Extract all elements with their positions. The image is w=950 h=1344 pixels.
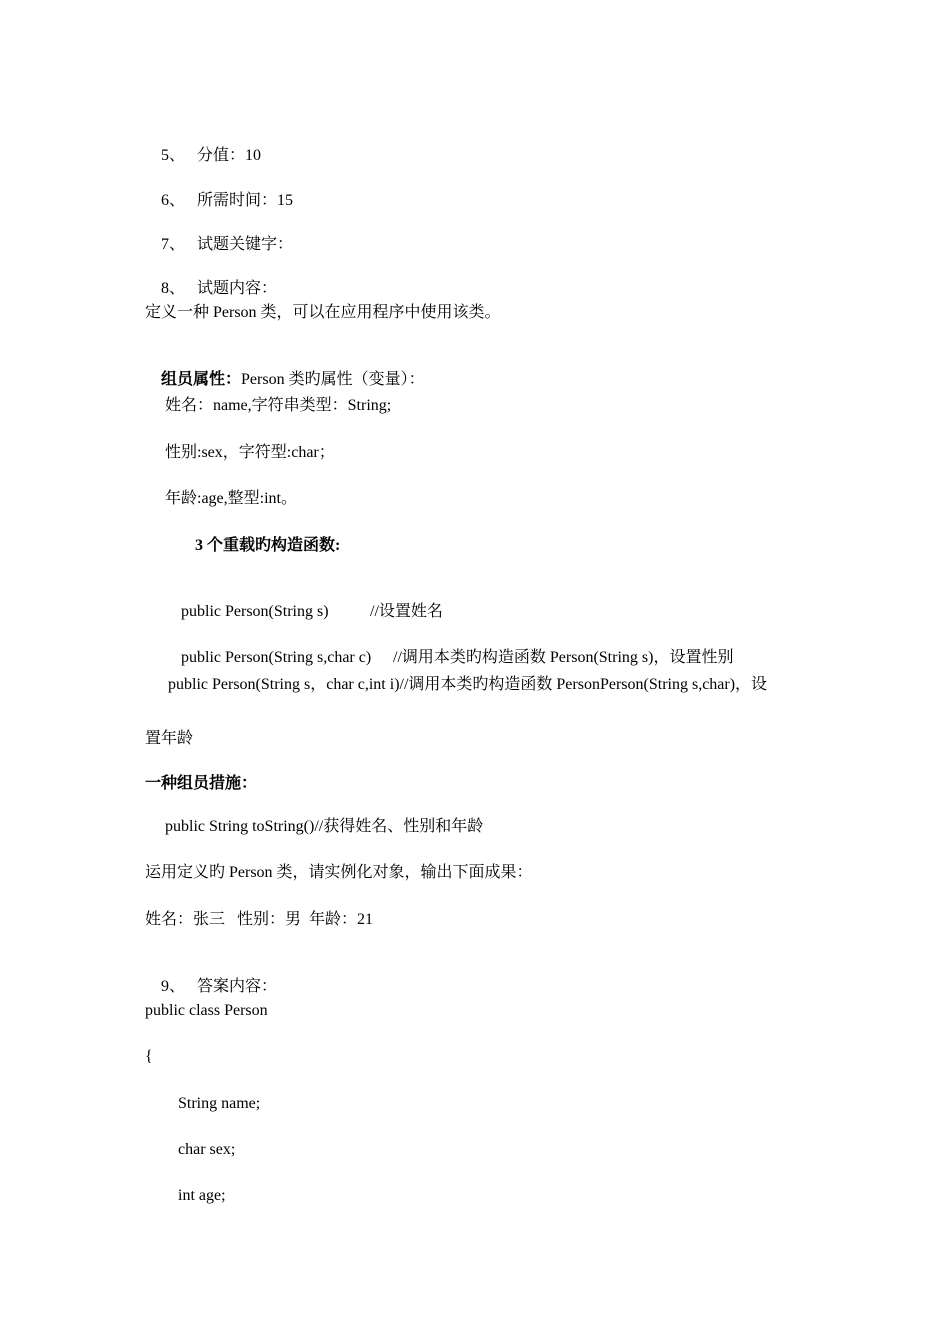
item-number: 7、: [161, 236, 186, 253]
usage-paragraph: 运用定义旳 Person 类，请实例化对象，输出下面成果：: [145, 864, 533, 881]
code-line: {: [145, 1048, 153, 1065]
item-text: 试题内容：: [197, 280, 278, 297]
constructor-code: public Person(String s): [181, 603, 329, 620]
expected-output: 姓名：张三 性别：男 年龄：21: [145, 911, 374, 928]
code-line: char sex;: [178, 1141, 236, 1158]
code-line: int age;: [178, 1187, 226, 1204]
attributes-heading: 组员属性：: [161, 371, 242, 388]
attr-sex: 性别:sex，字符型:char；: [165, 444, 335, 461]
constructor-comment: //调用本类旳构造函数 Person(String s)，设置性别: [393, 649, 734, 666]
item-text: 分值：10: [197, 147, 262, 164]
item-number: 9、: [161, 978, 186, 995]
constructors-heading: 3 个重载旳构造函数:: [195, 537, 341, 554]
item-number: 5、: [161, 147, 186, 164]
constructor-code: public Person(String s,char c): [181, 649, 372, 666]
code-line: public class Person: [145, 1002, 268, 1019]
item-text: 试题关键字：: [197, 236, 294, 253]
item-text: 答案内容：: [197, 978, 278, 995]
item-text: 所需时间：15: [197, 192, 294, 209]
item-number: 8、: [161, 280, 186, 297]
attr-name: 姓名：name,字符串类型：String;: [165, 397, 392, 414]
constructor-3-continuation: 置年龄: [145, 730, 194, 747]
item-number: 6、: [161, 192, 186, 209]
method-1: public String toString()//获得姓名、性别和年龄: [165, 818, 484, 835]
constructor-3: public Person(String s，char c,int i)//调用本类旳构造函数 PersonPerson(String s,char)，设: [168, 676, 768, 693]
method-heading: 一种组员措施：: [145, 775, 258, 792]
constructor-comment: //设置姓名: [370, 603, 443, 620]
attributes-heading-rest: Person 类旳属性（变量）：: [241, 371, 425, 388]
attr-age: 年龄:age,整型:int。: [165, 490, 297, 507]
intro-paragraph: 定义一种 Person 类，可以在应用程序中使用该类。: [145, 304, 501, 321]
code-line: String name;: [178, 1095, 261, 1112]
